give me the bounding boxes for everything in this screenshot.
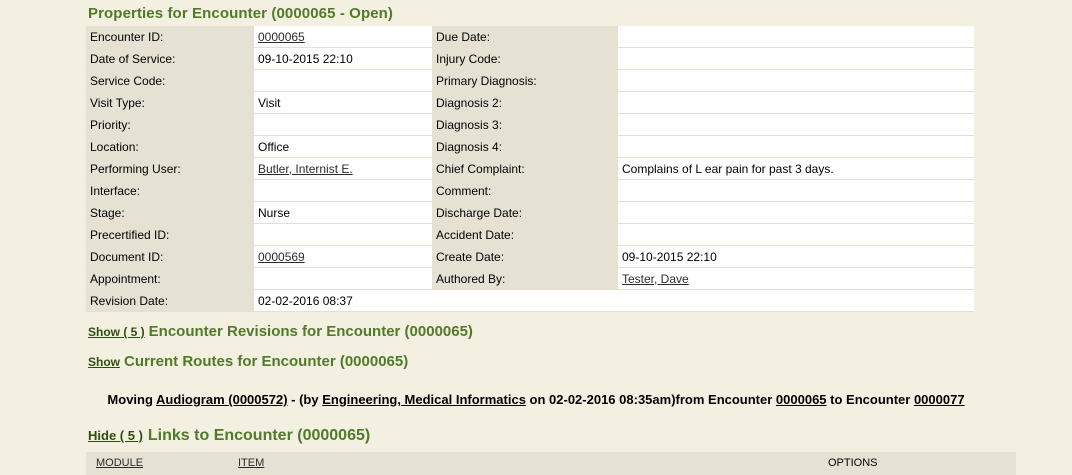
row-label-accident-date: Accident Date: — [432, 224, 618, 246]
links-section-header — [0, 413, 1072, 445]
table-row — [86, 158, 974, 180]
row-label-authored-by: Authored By: — [432, 268, 618, 290]
links-section-title: Links to Encounter (0000065) — [147, 427, 371, 444]
row-value-date-of-service: 09-10-2015 22:10 — [254, 48, 432, 70]
links-table-header-row — [86, 452, 1016, 475]
row-label-visit-type: Visit Type: — [86, 92, 254, 114]
moving-mid3: to Encounter — [826, 392, 914, 407]
row-label-performing-user: Performing User: — [86, 158, 254, 180]
moving-mid2: on 02-02-2016 08:35am)from Encounter — [525, 392, 776, 407]
row-label-revision-date: Revision Date: — [86, 290, 254, 312]
table-row — [86, 268, 974, 290]
row-label-create-date: Create Date: — [432, 246, 618, 268]
table-row — [86, 290, 974, 312]
authored-by-link[interactable]: Tester, Dave — [622, 271, 689, 286]
links-options-label: OPTIONS — [828, 457, 878, 469]
table-row — [86, 48, 974, 70]
sort-by-module-link[interactable]: MODULE — [96, 457, 144, 469]
row-value-accident-date — [618, 224, 974, 246]
properties-table-wrap — [86, 26, 974, 312]
row-label-document-id: Document ID: — [86, 246, 254, 268]
row-value-document-id — [254, 246, 432, 268]
row-value-stage: Nurse — [254, 202, 432, 224]
table-row — [86, 70, 974, 92]
row-value-discharge-date — [618, 202, 974, 224]
row-value-due-date — [618, 26, 974, 48]
row-value-create-date: 09-10-2015 22:10 — [618, 246, 974, 268]
moving-item-link[interactable]: Audiogram (0000572) — [156, 392, 288, 407]
table-row — [86, 92, 974, 114]
row-value-appointment — [254, 268, 432, 290]
page-title: Properties for Encounter (0000065 - Open) — [88, 5, 394, 22]
encounter-id-link[interactable]: 0000065 — [258, 29, 305, 44]
row-value-injury-code — [618, 48, 974, 70]
sort-by-item-link[interactable]: ITEM — [238, 457, 265, 469]
row-value-visit-type: Visit — [254, 92, 432, 114]
encounter-revisions-title: Encounter Revisions for Encounter (0000065) — [148, 323, 473, 340]
row-label-diagnosis-2: Diagnosis 2: — [432, 92, 618, 114]
current-routes-section-header — [0, 342, 1072, 372]
row-label-injury-code: Injury Code: — [432, 48, 618, 70]
hide-links-link[interactable]: Hide ( 5 ) — [88, 428, 143, 443]
row-label-encounter-id: Encounter ID: — [86, 26, 254, 48]
document-id-link[interactable]: 0000569 — [258, 249, 305, 264]
links-column-options — [818, 452, 1016, 475]
row-value-revision-date: 02-02-2016 08:37 — [254, 290, 974, 312]
links-column-module — [86, 452, 228, 475]
moving-to-encounter-link[interactable]: 0000077 — [913, 392, 965, 407]
row-label-priority: Priority: — [86, 114, 254, 136]
row-label-appointment: Appointment: — [86, 268, 254, 290]
links-table — [86, 452, 1016, 475]
moving-mid1: - (by — [287, 392, 323, 407]
row-value-priority — [254, 114, 432, 136]
encounter-revisions-section-header — [0, 312, 1072, 342]
row-label-chief-complaint: Chief Complaint: — [432, 158, 618, 180]
table-row — [86, 136, 974, 158]
table-row — [86, 114, 974, 136]
row-label-diagnosis-3: Diagnosis 3: — [432, 114, 618, 136]
moving-from-encounter-link[interactable]: 0000065 — [775, 392, 827, 407]
table-row — [86, 202, 974, 224]
performing-user-link[interactable]: Butler, Internist E. — [258, 161, 353, 176]
row-value-interface — [254, 180, 432, 202]
table-row — [86, 180, 974, 202]
row-label-date-of-service: Date of Service: — [86, 48, 254, 70]
show-encounter-revisions-link[interactable]: Show ( 5 ) — [88, 325, 145, 339]
moving-actor-link[interactable]: Engineering, Medical Informatics — [322, 392, 526, 407]
row-label-service-code: Service Code: — [86, 70, 254, 92]
row-value-primary-diagnosis — [618, 70, 974, 92]
row-label-precertified-id: Precertified ID: — [86, 224, 254, 246]
row-value-service-code — [254, 70, 432, 92]
show-current-routes-link[interactable]: Show — [88, 355, 120, 369]
row-label-location: Location: — [86, 136, 254, 158]
row-label-interface: Interface: — [86, 180, 254, 202]
row-label-due-date: Due Date: — [432, 26, 618, 48]
moving-status-message — [0, 372, 1072, 413]
links-column-item — [228, 452, 818, 475]
row-label-discharge-date: Discharge Date: — [432, 202, 618, 224]
row-label-diagnosis-4: Diagnosis 4: — [432, 136, 618, 158]
row-value-diagnosis-2 — [618, 92, 974, 114]
row-value-diagnosis-3 — [618, 114, 974, 136]
current-routes-title: Current Routes for Encounter (0000065) — [124, 353, 409, 370]
table-row — [86, 224, 974, 246]
row-label-primary-diagnosis: Primary Diagnosis: — [432, 70, 618, 92]
row-label-stage: Stage: — [86, 202, 254, 224]
table-row — [86, 26, 974, 48]
row-value-performing-user — [254, 158, 432, 180]
table-row — [86, 246, 974, 268]
row-value-diagnosis-4 — [618, 136, 974, 158]
row-label-comment: Comment: — [432, 180, 618, 202]
properties-table — [86, 26, 974, 312]
row-value-precertified-id — [254, 224, 432, 246]
links-table-head — [86, 452, 1016, 475]
row-value-location: Office — [254, 136, 432, 158]
row-value-chief-complaint: Complains of L ear pain for past 3 days. — [618, 158, 974, 180]
row-value-comment — [618, 180, 974, 202]
properties-table-body — [86, 26, 974, 312]
row-value-authored-by — [618, 268, 974, 290]
row-value-encounter-id — [254, 26, 432, 48]
moving-prefix: Moving — [107, 392, 157, 407]
